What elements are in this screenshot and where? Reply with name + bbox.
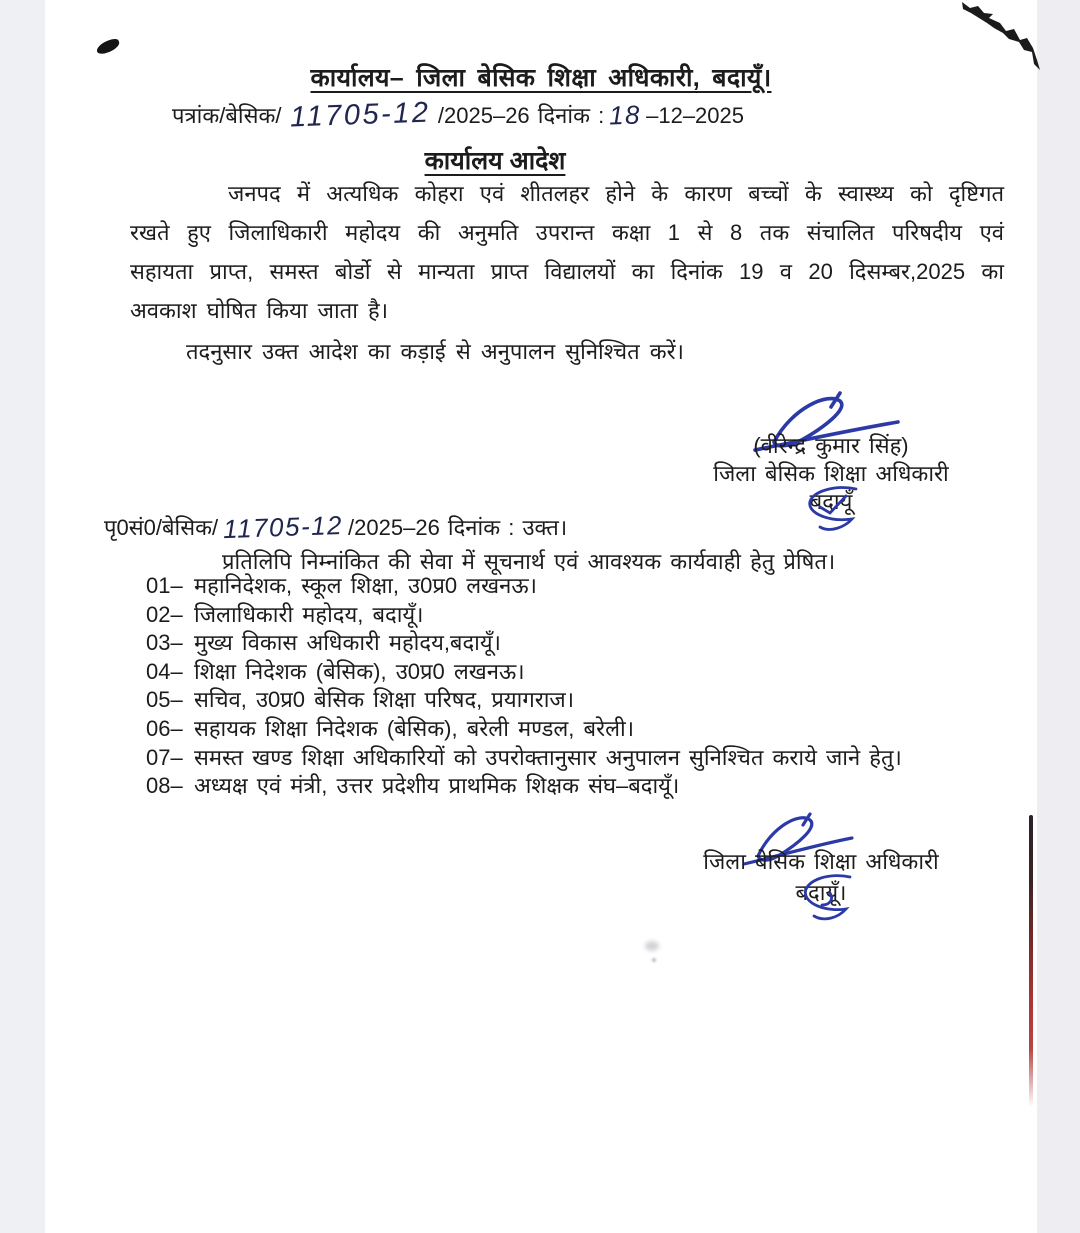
ref-tail: –12–2025 xyxy=(646,103,744,128)
recipient-row-6 xyxy=(146,715,996,744)
recipient-text: अध्यक्ष एवं मंत्री, उत्तर प्रदेशीय प्राथमिक शिक्षक संघ–बदायूँ। xyxy=(194,773,680,799)
recipient-text: शिक्षा निदेशक (बेसिक), उ0प्र0 लखनऊ। xyxy=(194,658,525,684)
recipient-row-7 xyxy=(146,744,996,773)
signatory-place: बदायूँ। xyxy=(795,880,847,905)
body-line-1: जनपद में अत्यधिक कोहरा एवं शीतलहर होने के कारण बच्चों के स्वास्थ्य को दृष्टिगत xyxy=(228,181,1004,206)
recipient-number: 04– xyxy=(146,658,183,684)
recipient-row-8 xyxy=(146,772,996,801)
body-line-3: सहायता प्राप्त, समस्त बोर्डो से मान्यता प्राप्त विद्यालयों का दिनांक 19 व 20 दिसम्बर,2025 का xyxy=(130,259,1004,284)
recipient-text: महानिदेशक, स्कूल शिक्षा, उ0प्र0 लखनऊ। xyxy=(194,573,537,598)
copy-forwarding-line: प्रतिलिपि निम्नांकित की सेवा में सूचनार्थ एवं आवश्यक कार्यवाही हेतु प्रेषित। xyxy=(222,549,836,574)
signatory-designation: जिला बेसिक शिक्षा अधिकारी xyxy=(703,849,939,874)
endorsement-number-line xyxy=(104,509,954,545)
endorsement-number-handwritten: 11705-12 xyxy=(222,509,344,545)
body-line-4: अवकाश घोषित किया जाता है। xyxy=(130,298,389,323)
recipient-row-5 xyxy=(146,686,996,715)
red-edge-mark-artifact xyxy=(1029,815,1033,1107)
ref-day-handwritten: 18 xyxy=(608,99,642,131)
endorsement-tail: /2025–26 दिनांक : उक्त। xyxy=(348,515,568,540)
ref-prefix: पत्रांक/बेसिक/ xyxy=(172,103,282,128)
signatory-name: (वीरेन्द्र कुमार सिंह) xyxy=(753,433,909,458)
letterhead-title-text: कार्यालय– जिला बेसिक शिक्षा अधिकारी, बदायूँ। xyxy=(310,64,772,92)
ref-middle: /2025–26 दिनांक : xyxy=(437,103,605,128)
order-body-paragraph xyxy=(130,174,1004,330)
recipient-number: 03– xyxy=(146,630,183,656)
reference-number-line xyxy=(172,96,1002,134)
recipient-row-1 xyxy=(146,572,996,601)
recipient-number: 06– xyxy=(146,715,183,741)
recipient-number: 05– xyxy=(146,687,183,713)
recipient-number: 07– xyxy=(146,744,183,770)
signatory-designation: जिला बेसिक शिक्षा अधिकारी xyxy=(713,461,949,486)
recipients-list xyxy=(146,572,996,801)
endorsement-prefix: पृ0सं0/बेसिक/ xyxy=(104,515,219,540)
scan-background-right-strip xyxy=(1037,0,1080,1233)
recipient-text: सचिव, उ0प्र0 बेसिक शिक्षा परिषद, प्रयागराज। xyxy=(194,687,575,713)
scan-smudge-dot xyxy=(652,958,656,962)
order-heading-text: कार्यालय आदेश xyxy=(424,147,566,175)
recipient-row-4 xyxy=(146,658,996,687)
order-heading xyxy=(0,143,991,177)
scan-background-left-strip xyxy=(0,0,45,1233)
recipient-text: जिलाधिकारी महोदय, बदायूँ। xyxy=(194,601,424,627)
recipient-text: सहायक शिक्षा निदेशक (बेसिक), बरेली मण्डल, बरेली। xyxy=(194,715,635,741)
ref-number-handwritten: 11705-12 xyxy=(289,96,431,134)
recipient-number: 08– xyxy=(146,773,183,799)
pen-circle-mark-bottom xyxy=(786,871,872,925)
recipient-text: समस्त खण्ड शिक्षा अधिकारियों को उपरोक्तानुसार अनुपालन सुनिश्चित कराये जाने हेतु। xyxy=(194,744,902,770)
signatory-place: बदायूँ xyxy=(809,489,853,514)
scan-smudge-artifact xyxy=(645,941,659,951)
recipient-number: 01– xyxy=(146,573,183,598)
pen-circle-stroke xyxy=(805,876,850,919)
body-line-2: रखते हुए जिलाधिकारी महोदय की अनुमति उपरान्त कक्षा 1 से 8 तक संचालित परिषदीय एवं xyxy=(130,220,1004,245)
recipient-text: मुख्य विकास अधिकारी महोदय,बदायूँ। xyxy=(194,630,501,656)
recipient-number: 02– xyxy=(146,601,183,627)
compliance-instruction-line: तदनुसार उक्त आदेश का कड़ाई से अनुपालन सुनिश्चित करें। xyxy=(186,339,684,364)
recipient-row-3 xyxy=(146,629,996,658)
letterhead-title xyxy=(45,60,1037,94)
recipient-row-2 xyxy=(146,601,996,630)
